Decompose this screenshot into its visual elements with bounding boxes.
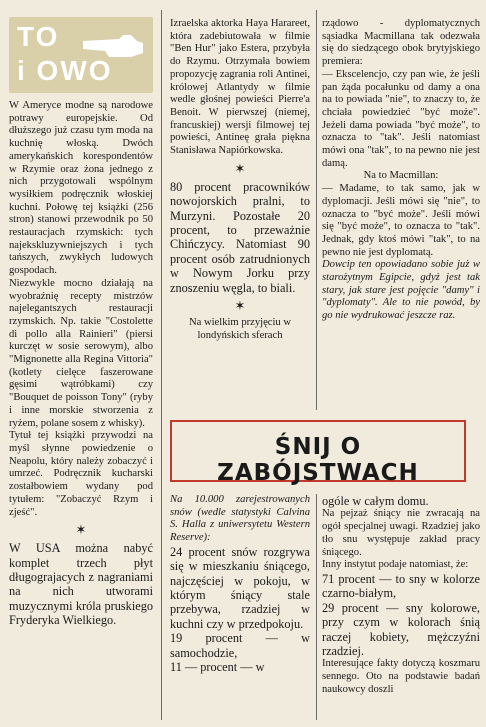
pointing-hand-icon <box>79 27 149 63</box>
article-headline: ŚNIJ O ZABÓJSTWACH <box>217 434 419 486</box>
paragraph: ogóle w całym domu. <box>322 494 429 508</box>
paragraph: Na 10.000 zarejestrowanych snów (wedle statystyki Calvina S. Halla z uniwersytetu Western Reserve): <box>170 494 310 544</box>
paragraph: 71 procent — to sny w kolorze czarno-białym, <box>322 571 480 601</box>
column-divider <box>161 10 162 720</box>
article-headline-box <box>170 420 466 486</box>
column-divider <box>316 494 317 720</box>
article-column-2 <box>170 18 310 342</box>
paragraph: 29 procent — sny kolorowe, przy czym w kolorach śnią raczej kobiety, mężczyźni rzadziej. <box>322 600 480 658</box>
paragraph: Inny instytut podaje natomiast, że: <box>322 559 469 571</box>
article-column-3b <box>322 494 480 696</box>
paragraph: Dowcip ten opowiadano sobie już w starożytnym Egipcie, gdyż jest tak stary, jak stare jest pojęcie "damy" i "dyplomaty". Ale to nie powód, by go nie wydrukować jeszcze raz. <box>322 259 480 322</box>
paragraph: W USA można nabyć komplet trzech płyt długograjacych z nagraniami na nich utworami muzycznymi króla pruskiego Fryderyka Wielkiego. <box>9 541 153 628</box>
paragraph: Na pejzaż śniący nie zwracają na ogół specjalnej uwagi. Rzadziej jako tło snu występuje zakład pracy śniącego. <box>322 508 480 558</box>
paragraph: Tytuł tej książki przywodzi na myśl słynne powiedzenie o Neapolu, który należy zobaczyć i umrzeć. Podręcznik kucharski zostałbowiem wydany pod tytułem: "Zobaczyć Rzym i zjeść". <box>9 430 153 518</box>
paragraph: 24 procent snów rozgrywa się w mieszkaniu śniącego, najczęściej w pokoju, w którym śniący stale przebywa, rzadziej w kuchni czy w przedpokoju. <box>170 544 310 631</box>
separator-star: ✶ <box>234 160 246 176</box>
separator-star: ✶ <box>234 297 246 313</box>
paragraph: — Ekscelencjo, czy pan wie, że jeśli pan żąda pocałunku od damy a ona na to powiada "nie", to znaczy to, że chciała powiedzieć "być może". Jeżeli dama powiada "być może", to oznacza to "tak". Jeśli natomiast mówi ona "tak", to na pewno nie jest damą. <box>322 68 480 169</box>
paragraph: — Madame, to tak samo, jak w dyplomacji. Jeśli mówi się "nie", to oznacza to "być może". Jeśli mówi się "być może", to oznacza to "tak". Jednak, gdy ktoś mówi "tak", to na pewno nie jest dyplomatą. <box>322 183 480 258</box>
paragraph: Na wielkim przyjęciu w londyńskich sferach <box>188 316 292 341</box>
article-column-2b <box>170 494 310 674</box>
paragraph: Interesujące fakty dotyczą koszmaru sennego. Oto na podstawie badań naukowcy doszli <box>322 658 480 695</box>
paragraph: 11 — procent — w <box>170 660 265 675</box>
paragraph: 19 procent — w samochodzie, <box>170 631 310 660</box>
paragraph: Na to Macmillan: <box>363 170 439 182</box>
paragraph: 80 procent pracowników nowojorskich pralni, to Murzyni. Pozostałe 20 procent, to przeważnie Chińczycy. Natomiast 90 procent osób zatrudnionych w Nowym Jorku przy znoszeniu węgla, to biali. <box>170 179 310 295</box>
separator-star: ✶ <box>75 522 87 538</box>
column-logo <box>9 17 153 93</box>
article-column-1 <box>9 100 153 628</box>
article-column-3 <box>322 18 480 323</box>
paragraph: rządowo - dyplomatycznych sąsiadka Macmillana tak odezwała się do siedzącego obok brytyjskiego premiera: <box>322 18 480 68</box>
logo-text-to: TO <box>17 21 60 52</box>
paragraph: W Ameryce modne są narodowe potrawy europejskie. Od dłuższego już czasu tym moda na kuchnię włoską. Dwóch amerykańskich korespondentów w Rzymie oraz żona jednego z nich przygotowali wspólnym wysiłkiem podręcznik włoskiej kuchni. Połowę tej książki (256 stron) stanowi przewodnik po 50 restauracjach rzymskich: tych najekskluzywniejszych i tych tańszych, zwykłych ludowych gospodach. <box>9 100 153 277</box>
paragraph: Izraelska aktorka Haya Harareet, która zadebiutowała w filmie "Ben Hur" jako Estera, przybyła do Rzymu. Otrzymała bowiem propozycję zagrania roli Antinei, królowej Atlantydy w filmie wedle głośnej powieści Pierre'a Benoit. W pierwszej (niemej, francuskiej) wersji filmowej tej powieści, Antineę grała piękna Stanisława Napiórkowska. <box>170 18 310 157</box>
paragraph: Niezwykle mocno działają na wyobraźnię recepty mistrzów najelegantszych restauracji rzymskich. Np. takie "Costolette di pollo alla Rainieri" (piersi kurczęt w sosie serowym), albo "Mignonette alla Regina Vittoria" (kotlety cielęce faszerowane gęsimi wątróbkami) czy "Bouquet de poisson Tony" (ryby i inne morskie stworzenia z ryżem, polane sosem z whisky). <box>9 277 153 429</box>
logo-text-owo: i OWO <box>17 55 113 86</box>
column-divider <box>316 10 317 410</box>
